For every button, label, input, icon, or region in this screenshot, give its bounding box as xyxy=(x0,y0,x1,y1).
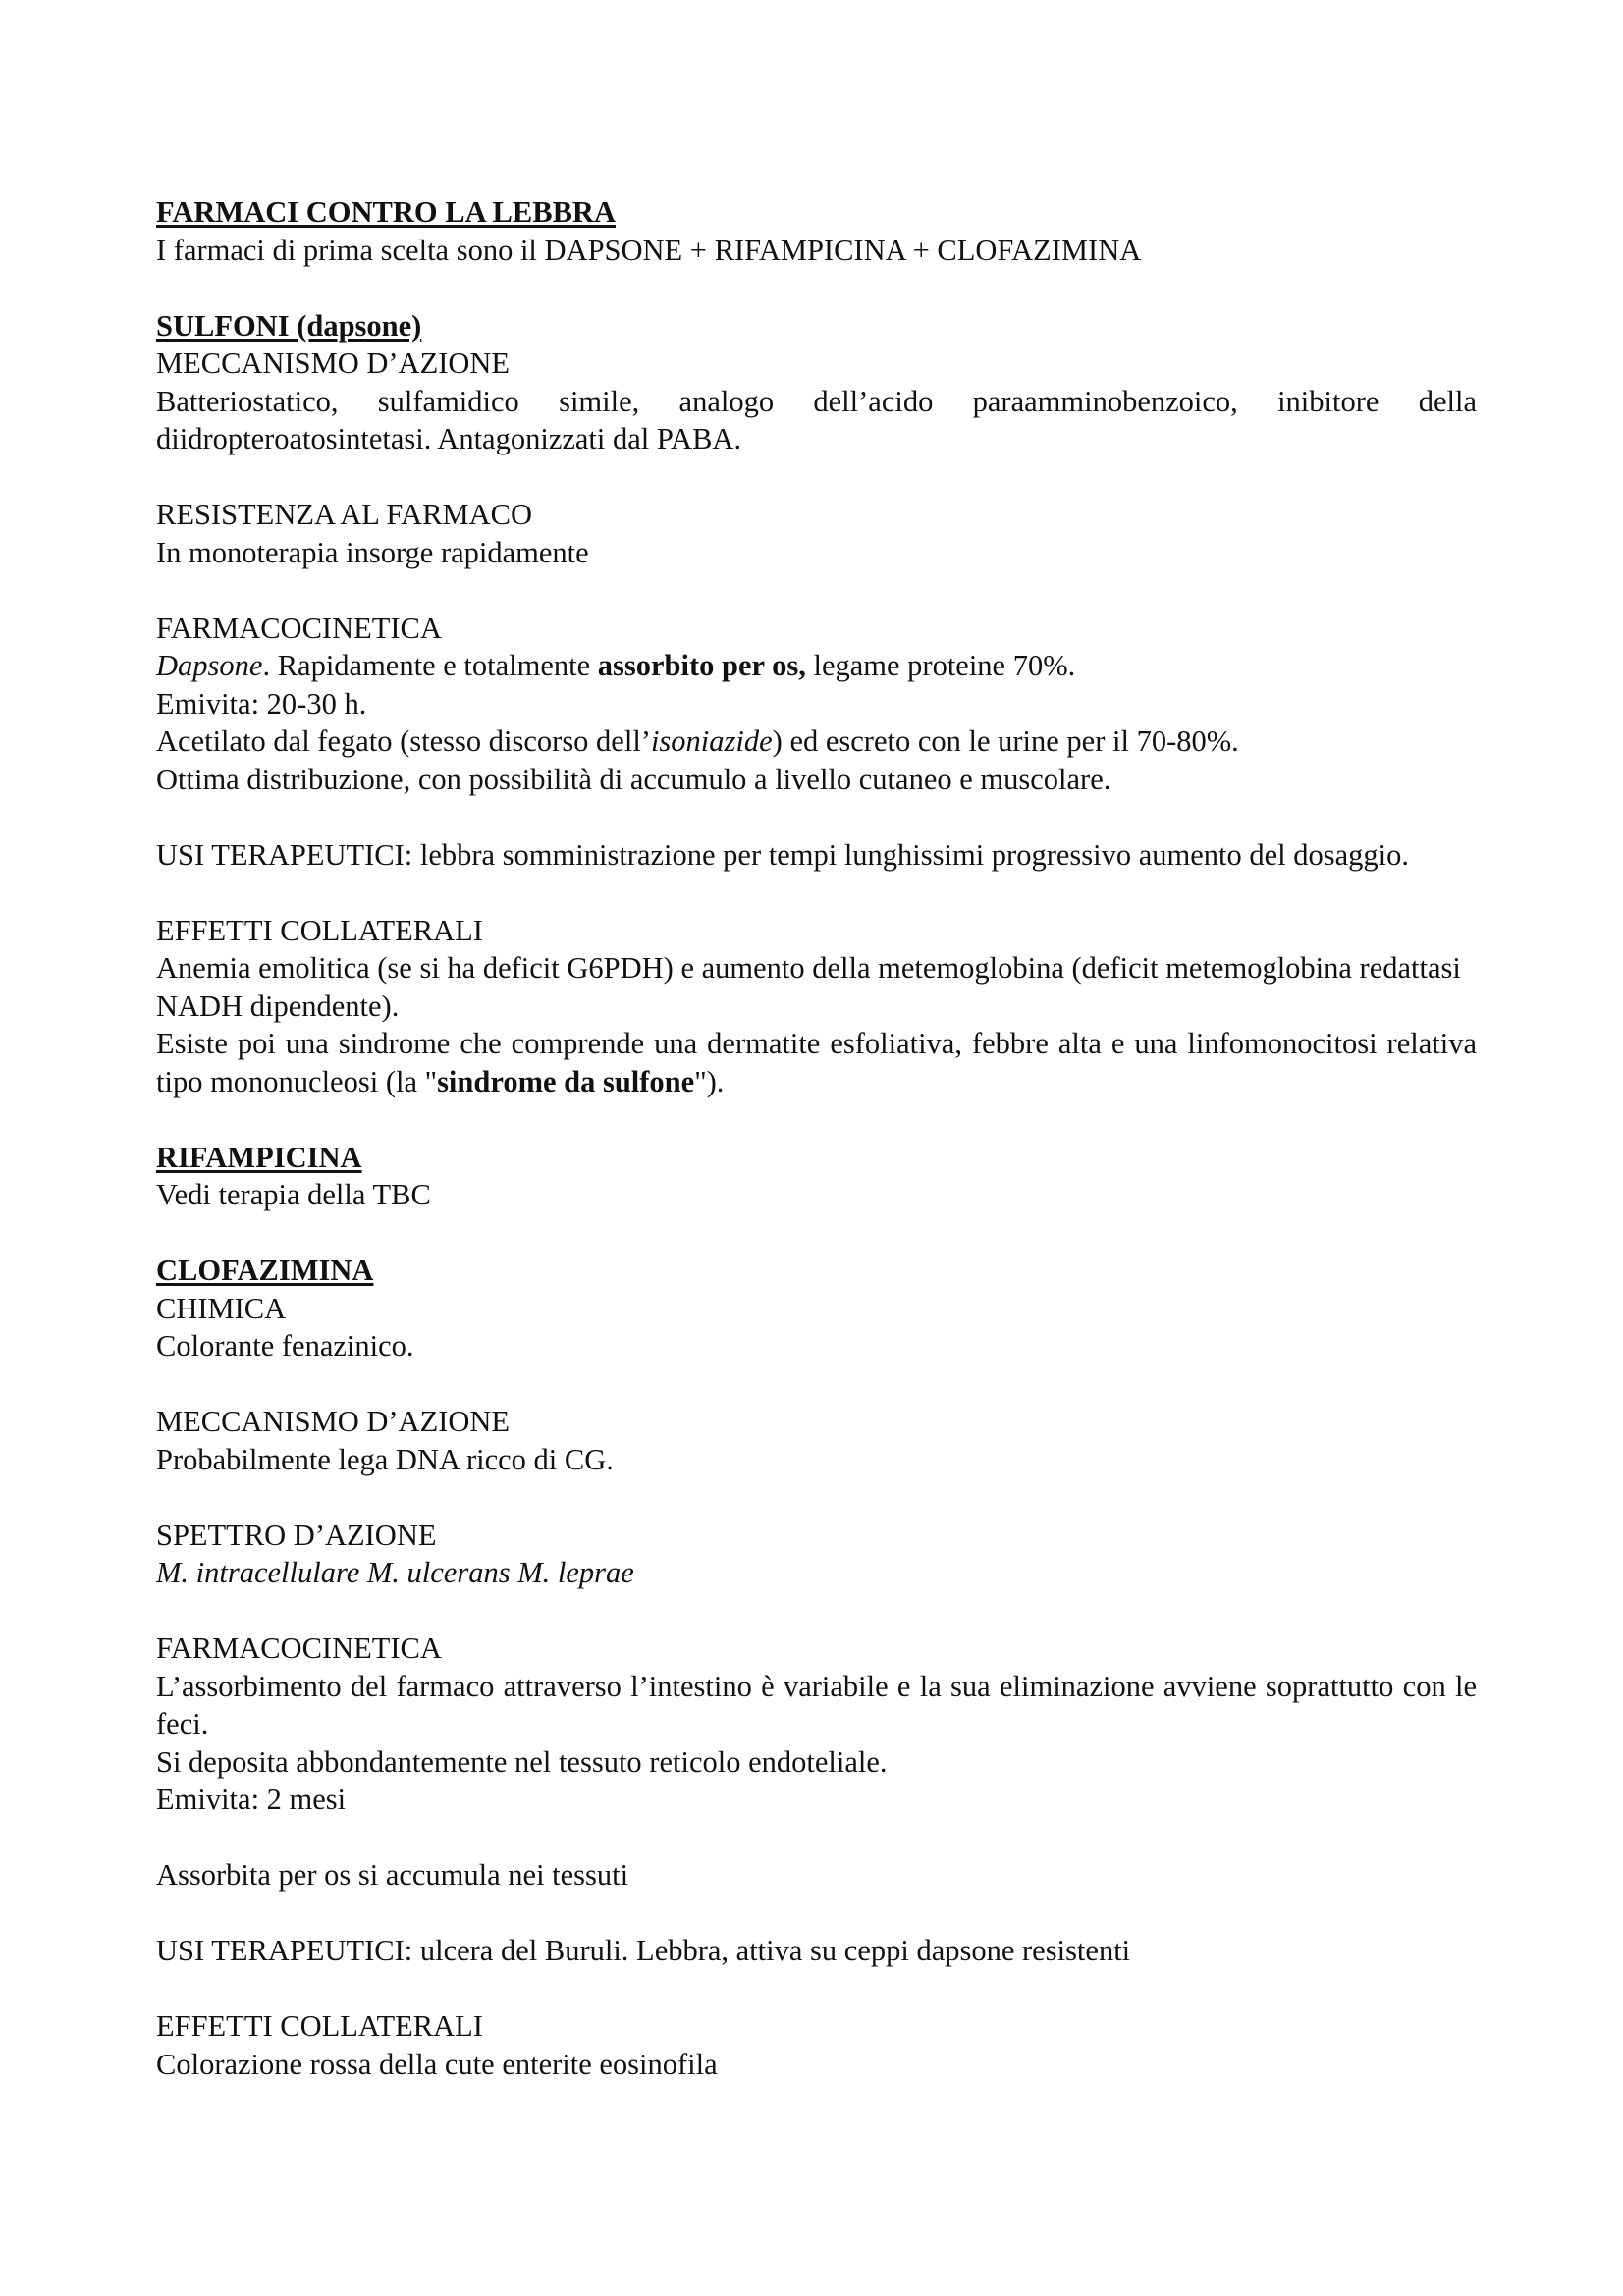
italic-isoniazide: isoniazide xyxy=(650,724,773,758)
paragraph-mechanism: Batteriostatico, sulfamidico simile, analogo dell’acido paraamminobenzoico, inibitore della diidropteroatosintetasi. Antagonizzati dal PABA. xyxy=(156,384,1477,455)
subheading-clofazimina-pk: FARMACOCINETICA xyxy=(156,1631,442,1665)
paragraph-pk-acetylation: Acetilato dal fegato (stesso discorso dell’isoniazide) ed escreto con le urine per il 70-80%. xyxy=(156,724,1239,758)
subheading-pharmacokinetics: FARMACOCINETICA xyxy=(156,611,442,645)
document-body xyxy=(156,193,1477,2083)
subheading-side-effects: EFFETTI COLLATERALI xyxy=(156,913,483,947)
section-heading-clofazimina: CLOFAZIMINA xyxy=(156,1254,374,1287)
paragraph-pk-distribution: Ottima distribuzione, con possibilità di accumulo a livello cutaneo e muscolare. xyxy=(156,762,1111,796)
page-title: FARMACI CONTRO LA LEBBRA xyxy=(156,195,616,229)
paragraph-clofazimina-side-effects: Colorazione rossa della cute enterite eosinofila xyxy=(156,2047,718,2081)
bold-absorbed-oral: assorbito per os, xyxy=(597,649,806,682)
subheading-spectrum: SPETTRO D’AZIONE xyxy=(156,1518,437,1552)
paragraph-pk-halflife: Emivita: 20-30 h. xyxy=(156,686,367,721)
paragraph-clofazimina-uses: USI TERAPEUTICI: ulcera del Buruli. Lebbra, attiva su ceppi dapsone resistenti xyxy=(156,1934,1131,1967)
subheading-mechanism: MECCANISMO D’AZIONE xyxy=(156,347,511,380)
paragraph-rifampicina: Vedi terapia della TBC xyxy=(156,1178,431,1211)
drug-name-dapsone: Dapsone xyxy=(156,649,263,682)
paragraph-chemistry: Colorante fenazinico. xyxy=(156,1329,414,1362)
subheading-clofazimina-side-effects: EFFETTI COLLATERALI xyxy=(156,2009,483,2043)
intro-text: I farmaci di prima scelta sono il DAPSONE + RIFAMPICINA + CLOFAZIMINA xyxy=(156,233,1142,267)
paragraph-pk-absorption: Dapsone. Rapidamente e totalmente assorbito per os, legame proteine 70%. xyxy=(156,649,1076,682)
paragraph-side-effects-syndrome: Esiste poi una sindrome che comprende una dermatite esfoliativa, febbre alta e una linfomonocitosi relativa tipo mononucleosi (la "sindrome da sulfone"). xyxy=(156,1027,1477,1098)
paragraph-clofazimina-absorbed: Assorbita per os si accumula nei tessuti xyxy=(156,1858,629,1892)
section-heading-rifampicina: RIFAMPICINA xyxy=(156,1140,362,1174)
subheading-resistance: RESISTENZA AL FARMACO xyxy=(156,498,532,531)
paragraph-clofazimina-pk-halflife: Emivita: 2 mesi xyxy=(156,1783,347,1816)
subheading-clofazimina-mechanism: MECCANISMO D’AZIONE xyxy=(156,1405,511,1438)
paragraph-therapeutic-uses: USI TERAPEUTICI: lebbra somministrazione per tempi lunghissimi progressivo aumento del dosaggio. xyxy=(156,837,1410,872)
paragraph-clofazimina-pk-deposit: Si deposita abbondantemente nel tessuto reticolo endoteliale. xyxy=(156,1744,888,1779)
paragraph-clofazimina-pk-absorption: L’assorbimento del farmaco attraverso l’intestino è variabile e la sua eliminazione avviene soprattutto con le feci. xyxy=(156,1669,1477,1740)
paragraph-side-effects-anemia: Anemia emolitica (se si ha deficit G6PDH) e aumento della metemoglobina (deficit metemoglobina redattasi NADH dipendente). xyxy=(156,951,1461,1023)
section-heading-sulfoni: SULFONI (dapsone) xyxy=(156,308,422,343)
bold-sulfone-syndrome: sindrome da sulfone xyxy=(437,1064,695,1098)
paragraph-clofazimina-mechanism: Probabilmente lega DNA ricco di CG. xyxy=(156,1442,614,1476)
paragraph-resistance: In monoterapia insorge rapidamente xyxy=(156,535,589,569)
subheading-chemistry: CHIMICA xyxy=(156,1291,287,1325)
paragraph-spectrum: M. intracellulare M. ulcerans M. leprae xyxy=(156,1556,634,1589)
